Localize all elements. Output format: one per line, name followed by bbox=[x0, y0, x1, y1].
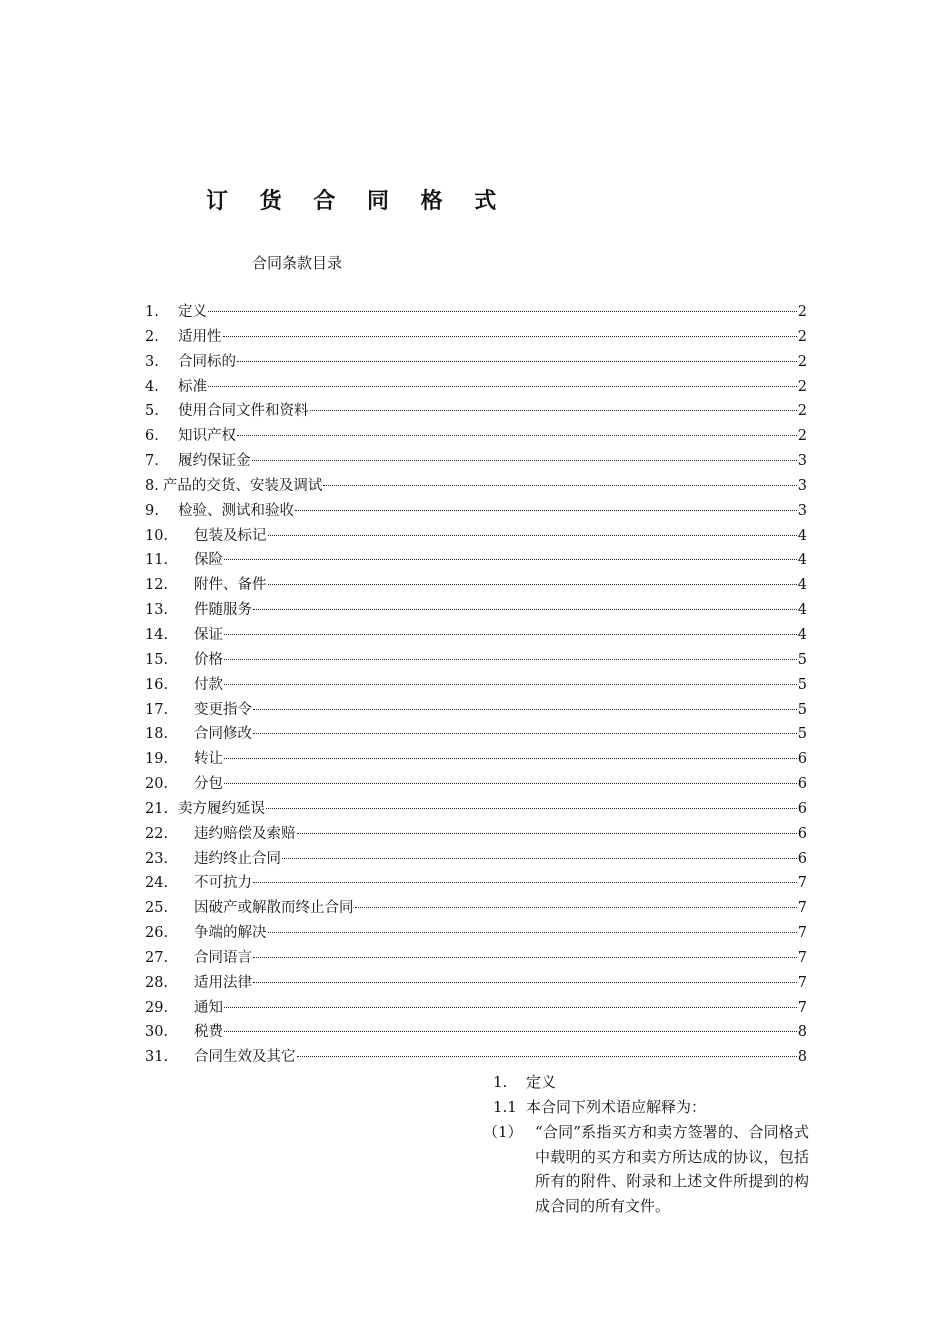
toc-entry[interactable] bbox=[145, 747, 807, 772]
toc-entry[interactable] bbox=[145, 896, 807, 921]
toc-entry-page: 7 bbox=[797, 925, 807, 942]
toc-dot-leader bbox=[208, 311, 797, 312]
toc-entry-label: 产品的交货、安装及调试 bbox=[162, 477, 323, 494]
toc-entry-number: 4. bbox=[145, 378, 159, 395]
toc-entry-page: 8 bbox=[797, 1024, 807, 1041]
clause-number: 1.1 bbox=[493, 1098, 517, 1116]
toc-dot-leader bbox=[297, 1056, 797, 1057]
toc-dot-leader bbox=[224, 758, 797, 759]
toc-entry-page: 2 bbox=[797, 304, 807, 320]
toc-entry-number: 5. bbox=[145, 403, 159, 420]
toc-entry-label: 合同生效及其它 bbox=[194, 1049, 296, 1066]
toc-entry[interactable] bbox=[145, 971, 807, 996]
toc-entry-number: 20. bbox=[145, 776, 169, 793]
toc-entry-number: 30. bbox=[145, 1024, 169, 1041]
toc-dot-leader bbox=[268, 535, 797, 536]
toc-entry-number: 3. bbox=[145, 353, 159, 370]
section-1-block bbox=[483, 1070, 809, 1218]
toc-entry-page: 4 bbox=[797, 626, 807, 643]
clause-line bbox=[493, 1095, 809, 1120]
toc-entry[interactable] bbox=[145, 698, 807, 723]
toc-entry-label: 履约保证金 bbox=[178, 453, 251, 470]
toc-entry-page: 5 bbox=[797, 726, 807, 743]
toc-entry-number: 7. bbox=[145, 453, 159, 470]
toc-entry-page: 5 bbox=[797, 651, 807, 668]
toc-entry-page: 2 bbox=[797, 353, 807, 370]
toc-dot-leader bbox=[355, 907, 797, 908]
toc-entry[interactable] bbox=[145, 946, 807, 971]
toc-entry-number: 16. bbox=[145, 676, 169, 693]
toc-entry-number: 18. bbox=[145, 726, 169, 743]
toc-entry-page: 4 bbox=[797, 552, 807, 569]
toc-entry-page: 7 bbox=[797, 974, 807, 991]
toc-entry-label: 价格 bbox=[194, 651, 223, 668]
toc-entry-label: 转让 bbox=[194, 751, 223, 768]
toc-dot-leader bbox=[224, 634, 797, 635]
toc-entry[interactable] bbox=[145, 1020, 807, 1045]
toc-entry[interactable] bbox=[145, 424, 807, 449]
toc-entry-page: 3 bbox=[797, 477, 807, 494]
toc-entry[interactable] bbox=[145, 350, 807, 375]
toc-dot-leader bbox=[253, 733, 797, 734]
toc-entry-label: 合同标的 bbox=[178, 353, 236, 370]
toc-dot-leader bbox=[237, 435, 797, 436]
toc-dot-leader bbox=[253, 982, 797, 983]
toc-dot-leader bbox=[224, 559, 797, 560]
toc-dot-leader bbox=[268, 932, 797, 933]
toc-dot-leader bbox=[310, 410, 797, 411]
toc-entry-page: 7 bbox=[797, 875, 807, 892]
toc-entry[interactable] bbox=[145, 847, 807, 872]
section-title: 定义 bbox=[526, 1073, 557, 1091]
toc-entry-page: 7 bbox=[797, 949, 807, 966]
document-title: 订 货 合 同 格 式 bbox=[206, 189, 509, 214]
toc-entry-page: 8 bbox=[797, 1049, 807, 1066]
toc-entry[interactable] bbox=[145, 474, 807, 499]
toc-entry-label: 因破产或解散而终止合同 bbox=[194, 900, 354, 917]
toc-entry-number: 13. bbox=[145, 602, 169, 619]
item-text: “合同”系指买方和卖方签署的、合同格式中载明的买方和卖方所达成的协议，包括所有的附件、附录和上述文件所提到的构成合同的所有文件。 bbox=[535, 1123, 809, 1215]
toc-entry-number: 25. bbox=[145, 900, 169, 917]
toc-entry[interactable] bbox=[145, 623, 807, 648]
toc-entry-number: 14. bbox=[145, 626, 169, 643]
toc-dot-leader bbox=[224, 659, 797, 660]
toc-entry-label: 附件、备件 bbox=[194, 577, 267, 594]
toc-entry-label: 税费 bbox=[194, 1024, 223, 1041]
toc-entry[interactable] bbox=[145, 797, 807, 822]
toc-dot-leader bbox=[253, 957, 797, 958]
toc-entry-number: 21. bbox=[145, 800, 169, 817]
toc-dot-leader bbox=[253, 609, 797, 610]
toc-entry[interactable] bbox=[145, 548, 807, 573]
toc-entry[interactable] bbox=[145, 1045, 807, 1070]
toc-entry-page: 4 bbox=[797, 527, 807, 544]
toc-entry-page: 2 bbox=[797, 428, 807, 445]
toc-entry-page: 6 bbox=[797, 850, 807, 867]
toc-entry[interactable] bbox=[145, 449, 807, 474]
toc-dot-leader bbox=[268, 584, 797, 585]
toc-entry-number: 17. bbox=[145, 701, 169, 718]
toc-entry-label: 保险 bbox=[194, 552, 223, 569]
toc-dot-leader bbox=[253, 709, 797, 710]
toc-entry-label: 变更指令 bbox=[194, 701, 252, 718]
toc-entry[interactable] bbox=[145, 822, 807, 847]
toc-entry-label: 标准 bbox=[178, 378, 207, 395]
toc-dot-leader bbox=[266, 808, 797, 809]
toc-entry-page: 5 bbox=[797, 701, 807, 718]
toc-entry-label: 通知 bbox=[194, 999, 223, 1016]
toc-entry-number: 1. bbox=[145, 304, 159, 320]
toc-dot-leader bbox=[282, 858, 797, 859]
toc-entry-label: 违约终止合同 bbox=[194, 850, 281, 867]
toc-entry-page: 7 bbox=[797, 999, 807, 1016]
toc-entry-number: 23. bbox=[145, 850, 169, 867]
item-marker: （1） bbox=[483, 1123, 523, 1141]
toc-entry-label: 违约赔偿及索赔 bbox=[194, 825, 296, 842]
toc-entry[interactable] bbox=[145, 648, 807, 673]
toc-entry[interactable] bbox=[145, 375, 807, 400]
toc-entry-label: 分包 bbox=[194, 776, 223, 793]
toc-entry[interactable] bbox=[145, 996, 807, 1021]
toc-entry-label: 争端的解决 bbox=[194, 925, 267, 942]
toc-dot-leader bbox=[224, 1031, 797, 1032]
clause-text: 本合同下列术语应解释为： bbox=[526, 1098, 707, 1116]
toc-entry-page: 3 bbox=[797, 502, 807, 519]
toc-entry-label: 付款 bbox=[194, 676, 223, 693]
toc-entry-page: 6 bbox=[797, 751, 807, 768]
toc-entry-number: 27. bbox=[145, 949, 169, 966]
toc-dot-leader bbox=[224, 783, 797, 784]
toc-dot-leader bbox=[224, 684, 797, 685]
toc-entry-label: 定义 bbox=[178, 304, 207, 320]
toc-entry-label: 不可抗力 bbox=[194, 875, 252, 892]
toc-entry-number: 22. bbox=[145, 825, 169, 842]
toc-entry[interactable] bbox=[145, 921, 807, 946]
toc-dot-leader bbox=[297, 833, 797, 834]
toc-entry-label: 卖方履约延误 bbox=[178, 800, 265, 817]
toc-entry-page: 4 bbox=[797, 602, 807, 619]
toc-entry-number: 15. bbox=[145, 651, 169, 668]
toc-entry-label: 件随服务 bbox=[194, 602, 252, 619]
toc-entry-label: 适用性 bbox=[178, 328, 222, 345]
toc-entry-number: 2. bbox=[145, 328, 159, 345]
toc-entry-label: 适用法律 bbox=[194, 974, 252, 991]
toc-dot-leader bbox=[295, 510, 797, 511]
toc-entry[interactable] bbox=[145, 300, 807, 325]
toc-entry-page: 6 bbox=[797, 800, 807, 817]
toc-entry-page: 2 bbox=[797, 403, 807, 420]
toc-entry-label: 使用合同文件和资料 bbox=[178, 403, 309, 420]
toc-entry[interactable] bbox=[145, 499, 807, 524]
toc-entry-number: 26. bbox=[145, 925, 169, 942]
toc-entry-number: 29. bbox=[145, 999, 169, 1016]
toc-entry-label: 包装及标记 bbox=[194, 527, 267, 544]
toc-entry-page: 4 bbox=[797, 577, 807, 594]
toc-entry[interactable] bbox=[145, 772, 807, 797]
toc-entry-label: 合同语言 bbox=[194, 949, 252, 966]
section-number: 1. bbox=[493, 1073, 508, 1091]
toc-entry[interactable] bbox=[145, 673, 807, 698]
toc-entry-page: 6 bbox=[797, 825, 807, 842]
definition-item bbox=[483, 1120, 809, 1218]
toc-entry[interactable] bbox=[145, 871, 807, 896]
toc-entry[interactable] bbox=[145, 573, 807, 598]
toc-dot-leader bbox=[252, 460, 797, 461]
toc-dot-leader bbox=[323, 485, 796, 486]
toc-entry-page: 2 bbox=[797, 328, 807, 345]
toc-entry-label: 检验、测试和验收 bbox=[178, 502, 294, 519]
toc-entry[interactable] bbox=[145, 524, 807, 549]
toc-entry-page: 5 bbox=[797, 676, 807, 693]
toc-entry-number: 24. bbox=[145, 875, 169, 892]
toc-entry-label: 保证 bbox=[194, 626, 223, 643]
toc-entry[interactable] bbox=[145, 325, 807, 350]
toc-entry-number: 28. bbox=[145, 974, 169, 991]
toc-entry-number: 9. bbox=[145, 502, 159, 519]
toc-entry[interactable] bbox=[145, 722, 807, 747]
toc-entry-page: 7 bbox=[797, 900, 807, 917]
toc-entry-number: 19. bbox=[145, 751, 169, 768]
toc-entry-page: 3 bbox=[797, 453, 807, 470]
toc-entry-page: 6 bbox=[797, 776, 807, 793]
toc-entry-number: 31. bbox=[145, 1049, 169, 1066]
toc-entry-label: 知识产权 bbox=[178, 428, 236, 445]
toc-entry[interactable] bbox=[145, 399, 807, 424]
toc-dot-leader bbox=[208, 386, 797, 387]
toc-entry-label: 合同修改 bbox=[194, 726, 252, 743]
toc-entry-number: 10. bbox=[145, 527, 169, 544]
toc-entry-page: 2 bbox=[797, 378, 807, 395]
toc-dot-leader bbox=[237, 361, 797, 362]
section-heading bbox=[493, 1070, 809, 1095]
table-of-contents bbox=[145, 300, 807, 1070]
toc-heading: 合同条款目录 bbox=[252, 254, 343, 272]
toc-entry-number: 11. bbox=[145, 552, 169, 569]
toc-dot-leader bbox=[223, 336, 797, 337]
toc-entry-number: 6. bbox=[145, 428, 159, 445]
toc-dot-leader bbox=[253, 882, 797, 883]
toc-entry-number: 8. bbox=[145, 477, 159, 494]
toc-entry-number: 12. bbox=[145, 577, 169, 594]
toc-entry[interactable] bbox=[145, 598, 807, 623]
toc-dot-leader bbox=[224, 1007, 797, 1008]
